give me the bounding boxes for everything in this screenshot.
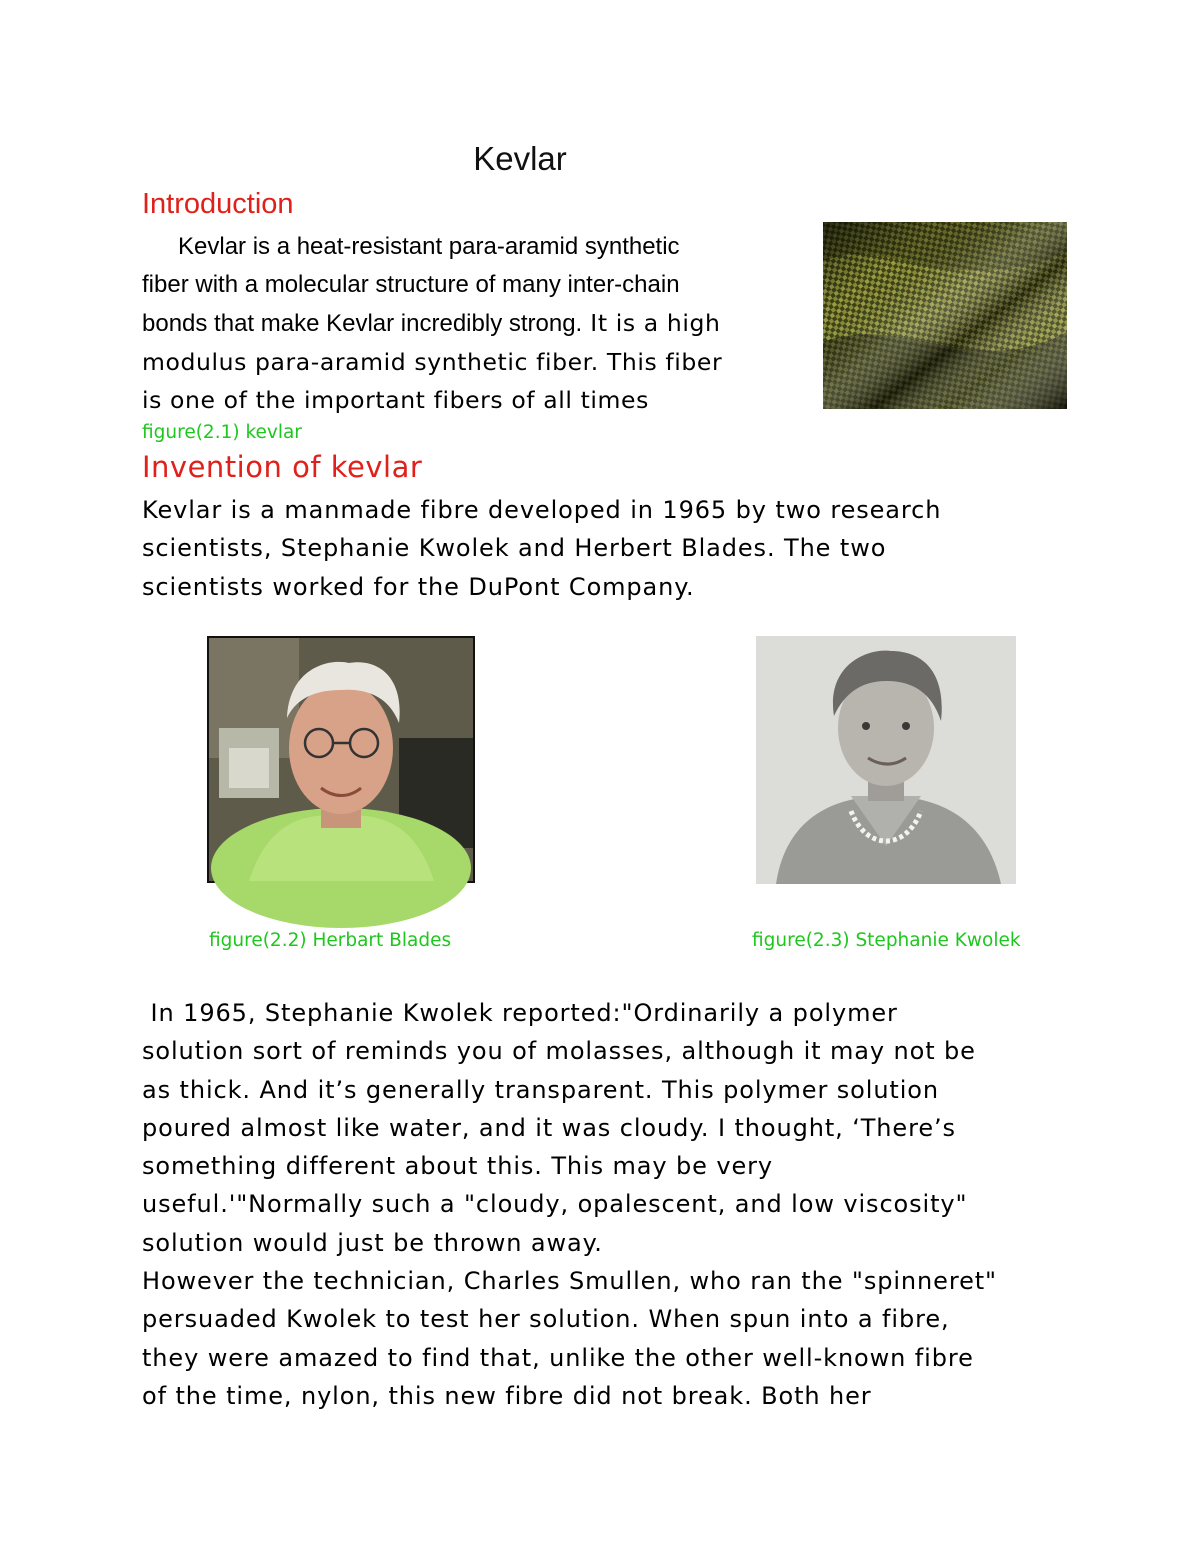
intro-line: bonds that make Kevlar incredibly strong. (142, 310, 583, 337)
invention-paragraph (142, 491, 941, 606)
stephanie-kwolek-photo (756, 636, 1016, 884)
intro-line: fiber with a molecular structure of many inter-chain (142, 271, 680, 298)
introduction-heading: Introduction (142, 188, 294, 220)
quote-line: However the technician, Charles Smullen, who ran the "spinneret" (142, 1267, 997, 1296)
invention-heading: Invention of kevlar (142, 450, 423, 484)
kevlar-fabric-image (823, 222, 1067, 409)
quote-line: as thick. And it’s generally transparent. This polymer solution (142, 1075, 939, 1104)
quote-paragraph (142, 994, 997, 1415)
figure-caption-stephanie: figure(2.3) Stephanie Kwolek (752, 930, 1021, 951)
quote-line: persuaded Kwolek to test her solution. When spun into a fibre, (142, 1305, 950, 1334)
quote-line: solution sort of reminds you of molasses, although it may not be (142, 1037, 976, 1066)
invention-line: Kevlar is a manmade fibre developed in 1965 by two research (142, 496, 942, 524)
quote-line: useful.'"Normally such a "cloudy, opalescent, and low viscosity" (142, 1190, 968, 1219)
quote-line: of the time, nylon, this new fibre did not break. Both her (142, 1381, 872, 1410)
kevlar-weave-graphic (823, 222, 1067, 409)
quote-line: something different about this. This may be very (142, 1152, 774, 1181)
quote-line: solution would just be thrown away. (142, 1228, 603, 1257)
intro-line: It is a high (582, 309, 721, 337)
intro-line: is one of the important fibers of all times (142, 386, 649, 414)
herbert-blades-photo (207, 636, 475, 883)
intro-line: modulus para-aramid synthetic fiber. This fiber (142, 348, 723, 376)
stephanie-portrait-graphic (756, 636, 1016, 884)
invention-line: scientists, Stephanie Kwolek and Herbert Blades. The two (142, 534, 887, 563)
intro-line: Kevlar is a heat-resistant para-aramid synthetic (178, 233, 680, 260)
invention-line: scientists worked for the DuPont Company. (142, 572, 695, 601)
quote-line: In 1965, Stephanie Kwolek reported:"Ordinarily a polymer (142, 999, 898, 1027)
document-title: Kevlar (473, 140, 567, 177)
herbert-portrait-graphic (209, 638, 473, 881)
quote-line: poured almost like water, and it was cloudy. I thought, ‘There’s (142, 1113, 956, 1142)
figure-caption-herbert: figure(2.2) Herbart Blades (209, 930, 452, 951)
figure-caption-kevlar: figure(2.1) kevlar (142, 422, 302, 443)
quote-line: they were amazed to find that, unlike the other well-known fibre (142, 1343, 974, 1372)
introduction-paragraph (142, 228, 812, 414)
